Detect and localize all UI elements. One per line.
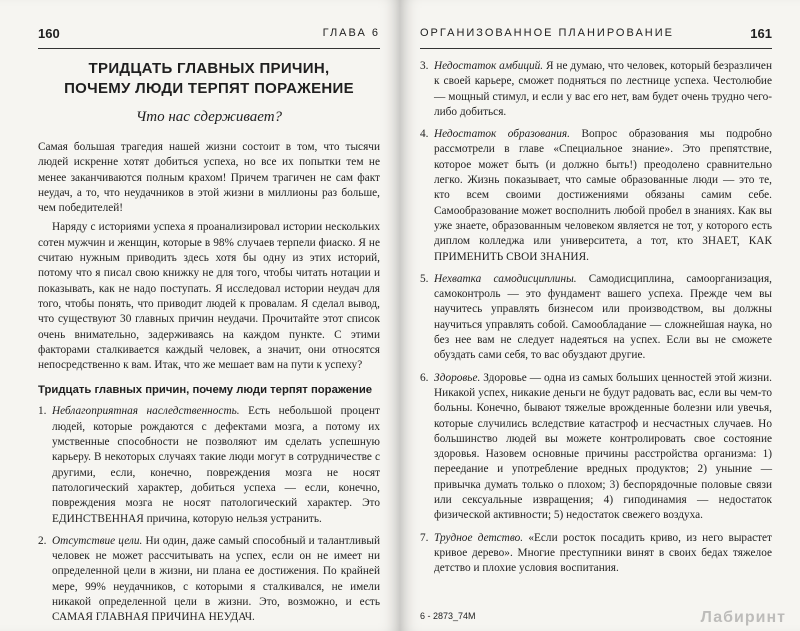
header-rule <box>420 48 772 49</box>
list-item <box>38 404 380 526</box>
watermark-logo: Лабиринт <box>700 609 786 626</box>
reasons-list <box>38 404 380 625</box>
running-head-title: ГЛАВА 6 <box>322 27 380 39</box>
list-heading: Тридцать главных причин, почему люди терпят поражение <box>38 384 373 397</box>
item-term: Здоровье. <box>434 371 481 384</box>
paragraph: Наряду с историями успеха я проанализировал истории нескольких сотен мужчин и женщин, которые в 98% случаев терпели фиаско. Я не считаю нужным приводить здесь хотя бы одну из этих историй, потому что я писал свою книжку не для того, чтобы читать нотации и показывать, как не надо поступать. Я исследовал истории неудач для того, чтобы понять, что приводит людей к провалам. Я сделал вывод, что существуют 30 главных причин неудачи. Прочитайте этот список очень внимательно, задерживаясь на каждом пункте. С этими факторами сталкивается каждый человек, а значит, они относятся непосредственно к вам. Итак, что же мешает вам на пути к успеху? <box>38 221 380 372</box>
paragraph: Самая большая трагедия нашей жизни состоит в том, что тысячи людей искренне хотят добиться успеха, но все их попытки тем не менее заканчиваются полным крахом! Причем трагичен не сам факт неудач, а то, что неудачников в этой жизни в миллионы раз больше, чем победителей! <box>38 141 380 215</box>
item-term: Неблагоприятная наследственность. <box>52 405 240 418</box>
print-signature: 6 - 2873_74М <box>420 611 476 621</box>
list-item <box>420 371 772 524</box>
item-text: «Если росток посадить криво, из него вырастет кривое дерево». Многие преступники винят в своих бедах тяжелое детство и плохие условия воспитания. <box>434 531 772 575</box>
list-item <box>420 127 772 265</box>
list-item <box>420 531 772 577</box>
item-text: Я не думаю, что человек, который безразличен к своей карьере, сможет подняться по лестнице успеха. Честолюбие — мощный стимул, и если у вас его нет, вам будет очень трудно чего-либо добиться. <box>434 60 772 118</box>
item-term: Отсутствие цели. <box>52 534 143 547</box>
item-number: 4. <box>420 128 429 141</box>
running-header <box>38 26 380 44</box>
item-term: Трудное детство. <box>434 531 524 544</box>
chapter-section-title <box>38 59 380 99</box>
page-number: 161 <box>750 26 772 41</box>
item-number: 6. <box>420 371 429 384</box>
item-number: 3. <box>420 60 429 72</box>
item-term: Нехватка самодисциплины. <box>434 272 577 285</box>
header-rule <box>38 48 380 49</box>
title-line-1: ТРИДЦАТЬ ГЛАВНЫХ ПРИЧИН, <box>88 60 330 77</box>
title-line-2: ПОЧЕМУ ЛЮДИ ТЕРПЯТ ПОРАЖЕНИЕ <box>64 80 354 97</box>
reasons-list <box>420 59 772 577</box>
item-text: Ни один, даже самый способный и талантливый человек не может рассчитывать на успех, если он не имеет ни определенной цели в жизни, ни плана ее достижения. По крайней мере, 99% неудачников, с которыми я сталкивался, не имели никакой определенной цели в жизни. Это, возможно, и есть САМАЯ ГЛАВНАЯ ПРИЧИНА НЕУДАЧ. <box>52 534 380 624</box>
item-number: 1. <box>38 405 47 418</box>
running-head-title: ОРГАНИЗОВАННОЕ ПЛАНИРОВАНИЕ <box>420 27 674 39</box>
item-text: Самодисциплина, самоорганизация, самоконтроль — это фундамент вашего успеха. Прежде чем вы научитесь управлять бизнесом или производством, вы должны научиться управлять собой. Самообладание — сложнейшая наука, но без нее вам не следует надеяться на успех. Если вы не сможете обуздать сами себя, то вас обуздают другие. <box>434 272 772 362</box>
item-number: 5. <box>420 272 429 285</box>
item-text: Вопрос образования мы подробно рассмотрели в главе «Специальное знание». Это препятствие, которое может быть (и должно быть!) преодолено сравнительно легко. Жизнь показывает, что самые образованные люди — это те, кто всем своими достижениями обязаны самим себе. Самообразование может восполнить любой пробел в знаниях. Как вы уже знаете, образованным человеком является не тот, у которого есть диплом колледжа или университета, а тот, кто ЗНАЕТ, КАК ПРИМЕНИТЬ СВОИ ЗНАНИЯ. <box>434 128 772 263</box>
section-subtitle: Что нас сдерживает? <box>135 109 283 125</box>
item-text: Здоровье — одна из самых больших ценностей этой жизни. Никакой успех, никакие деньги не будут радовать вас, если вы чем-то больны. Конечно, бывают тяжелые врожденные болезни или увечья, которые случились вследствие катастроф и несчастных случаев. Но большинство людей вы можете контролировать свое состояние здоровья. Назовем основные причины расстройства организма: 1) переедание и употребление вредных продуктов; 2) уныние — привычка думать только о плохом; 3) беспорядочные половые связи или сексуальные извращения; 4) гиподинамия — недостаток физической активности; 5) недостаток свежего воздуха. <box>434 371 772 522</box>
item-term: Недостаток амбиций. <box>434 60 544 72</box>
list-item <box>420 59 772 120</box>
item-number: 7. <box>420 531 429 544</box>
list-item <box>420 272 772 364</box>
item-text: Есть небольшой процент людей, которые рождаются с дефектами мозга, а потому их умственные способности не позволяют им сделать успешную карьеру. В некоторых случаях такие люди могут в сотрудничестве с другими, если, конечно, повреждения мозга не носят патологический характер, добиться успеха — если, конечно, повреждения мозга не носят патологический характер. Это ЕДИНСТВЕННАЯ причина, которую нельзя устранить. <box>52 405 380 525</box>
list-item <box>38 534 380 626</box>
right-page <box>400 0 800 631</box>
running-header <box>420 26 772 44</box>
item-term: Недостаток образования. <box>434 128 570 141</box>
page-number: 160 <box>38 26 60 41</box>
item-number: 2. <box>38 534 47 547</box>
